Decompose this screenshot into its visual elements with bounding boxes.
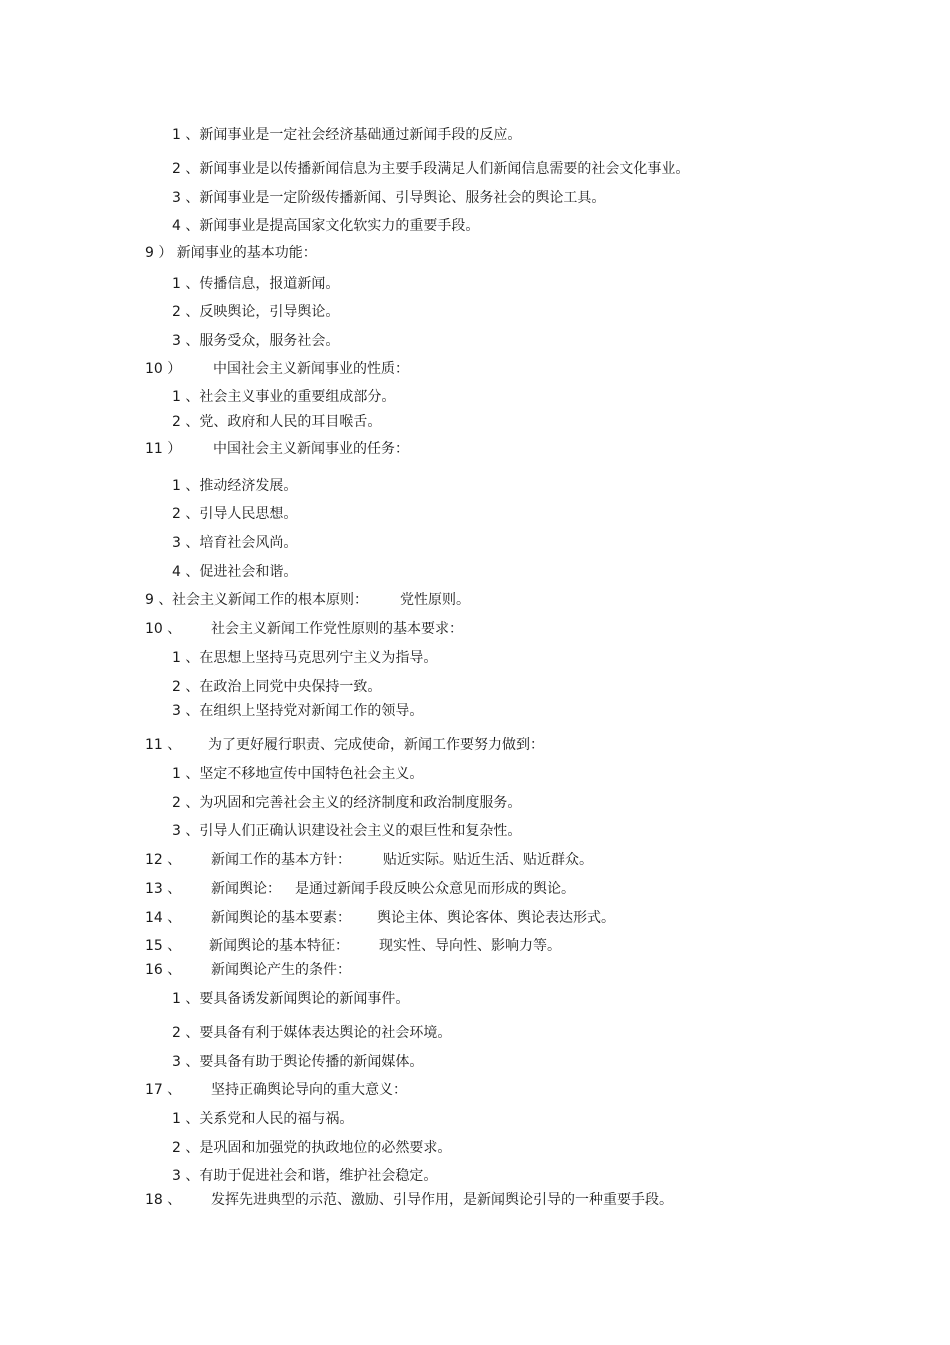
section-answer: 是通过新闻手段反映公众意见而形成的舆论。	[295, 881, 575, 897]
section-heading	[145, 1191, 673, 1209]
section-number: 10 ）	[145, 361, 182, 377]
list-item: 1 、要具备诱发新闻舆论的新闻事件。	[172, 991, 410, 1007]
section-number: 13 、	[145, 881, 182, 897]
section-heading	[145, 909, 615, 927]
section-number: 12 、	[145, 852, 182, 868]
section-heading	[145, 851, 593, 869]
list-item: 3 、新闻事业是一定阶级传播新闻、引导舆论、服务社会的舆论工具。	[172, 190, 606, 206]
section-heading	[145, 440, 409, 458]
section-number: 16 、	[145, 962, 182, 978]
section-title: 新闻舆论产生的条件：	[211, 962, 351, 978]
section-number: 11 ）	[145, 441, 182, 457]
section-number: 11 、	[145, 737, 182, 753]
list-item: 2 、是巩固和加强党的执政地位的必然要求。	[172, 1140, 452, 1156]
section-heading	[145, 961, 351, 979]
list-item: 2 、在政治上同党中央保持一致。	[172, 679, 382, 695]
list-item: 1 、坚定不移地宣传中国特色社会主义。	[172, 766, 424, 782]
section-heading	[145, 1081, 407, 1099]
section-number: 17 、	[145, 1082, 182, 1098]
list-item: 1 、推动经济发展。	[172, 478, 298, 494]
section-heading: 9 ） 新闻事业的基本功能：	[145, 245, 317, 261]
section-title: 中国社会主义新闻事业的性质：	[213, 361, 409, 377]
list-item: 3 、在组织上坚持党对新闻工作的领导。	[172, 703, 424, 719]
section-title: 新闻舆论的基本要素：	[211, 910, 351, 926]
list-item: 2 、引导人民思想。	[172, 506, 298, 522]
list-item: 1 、新闻事业是一定社会经济基础通过新闻手段的反应。	[172, 127, 522, 143]
list-item: 2 、为巩固和完善社会主义的经济制度和政治制度服务。	[172, 795, 522, 811]
section-number: 9 、	[145, 592, 173, 608]
list-item: 3 、引导人们正确认识建设社会主义的艰巨性和复杂性。	[172, 823, 522, 839]
section-title: 新闻舆论的基本特征：	[209, 938, 349, 954]
list-item: 3 、要具备有助于舆论传播的新闻媒体。	[172, 1054, 424, 1070]
section-answer: 贴近实际。贴近生活、贴近群众。	[383, 852, 593, 868]
list-item: 1 、传播信息，报道新闻。	[172, 276, 340, 292]
section-heading	[145, 736, 544, 754]
section-heading	[145, 591, 470, 609]
section-answer: 舆论主体、舆论客体、舆论表达形式。	[377, 910, 615, 926]
section-number: 14 、	[145, 910, 182, 926]
section-title: 为了更好履行职责、完成使命，新闻工作要努力做到：	[208, 737, 544, 753]
section-title: 发挥先进典型的示范、激励、引导作用，是新闻舆论引导的一种重要手段。	[211, 1192, 673, 1208]
section-title: 新闻舆论：	[211, 881, 281, 897]
list-item: 2 、党、政府和人民的耳目喉舌。	[172, 414, 382, 430]
section-answer: 现实性、导向性、影响力等。	[379, 938, 561, 954]
list-item: 4 、新闻事业是提高国家文化软实力的重要手段。	[172, 218, 480, 234]
section-heading	[145, 880, 575, 898]
section-title: 新闻工作的基本方针：	[211, 852, 351, 868]
section-title: 坚持正确舆论导向的重大意义：	[211, 1082, 407, 1098]
section-answer: 党性原则。	[400, 592, 470, 608]
list-item: 1 、关系党和人民的福与祸。	[172, 1111, 354, 1127]
list-item: 3 、服务受众，服务社会。	[172, 333, 340, 349]
list-item: 1 、社会主义事业的重要组成部分。	[172, 389, 396, 405]
list-item: 1 、在思想上坚持马克思列宁主义为指导。	[172, 650, 438, 666]
list-item: 2 、反映舆论，引导舆论。	[172, 304, 340, 320]
section-title: 社会主义新闻工作的根本原则：	[172, 592, 368, 608]
section-number: 15 、	[145, 938, 182, 954]
list-item: 2 、要具备有利于媒体表达舆论的社会环境。	[172, 1025, 452, 1041]
list-item: 3 、培育社会风尚。	[172, 535, 298, 551]
list-item: 2 、新闻事业是以传播新闻信息为主要手段满足人们新闻信息需要的社会文化事业。	[172, 161, 690, 177]
section-title: 中国社会主义新闻事业的任务：	[213, 441, 409, 457]
section-number: 10 、	[145, 621, 182, 637]
section-title: 社会主义新闻工作党性原则的基本要求：	[211, 621, 463, 637]
list-item: 3 、有助于促进社会和谐，维护社会稳定。	[172, 1168, 438, 1184]
section-heading	[145, 360, 409, 378]
list-item: 4 、促进社会和谐。	[172, 564, 298, 580]
section-heading	[145, 937, 561, 955]
section-heading	[145, 620, 463, 638]
section-number: 18 、	[145, 1192, 182, 1208]
